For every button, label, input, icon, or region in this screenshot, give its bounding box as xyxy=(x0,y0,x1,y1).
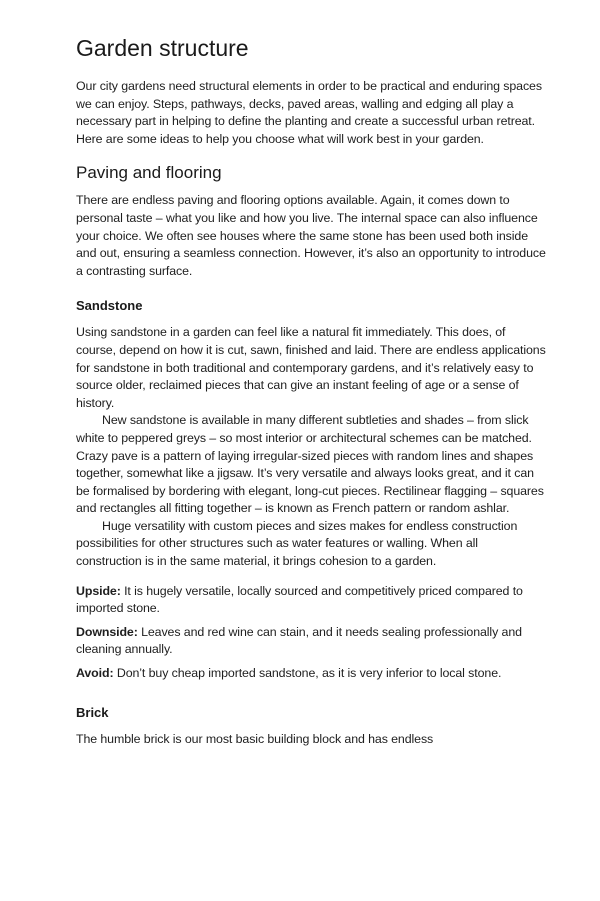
page-title: Garden structure xyxy=(76,35,249,61)
section-heading-paving: Paving and flooring xyxy=(76,163,222,183)
avoid-label: Avoid: xyxy=(76,666,114,681)
brick-paragraph: The humble brick is our most basic building block and has endless xyxy=(76,731,434,746)
upside-text: It is hugely versatile, locally sourced and competitively priced compared to imported stone. xyxy=(76,583,523,616)
avoid-note xyxy=(76,665,546,683)
paving-paragraph: There are endless paving and flooring options available. Again, it comes down to personal taste – what you like and how you live. The internal space can also influence your choice. We often see houses where the same stone has been used both inside and out, ensuring a seamless connection. However, it’s also an opportunity to introduce a contrasting surface. xyxy=(76,193,546,278)
sandstone-paragraph-2: New sandstone is available in many different subtleties and shades – from slick white to peppered greys – so most interior or architectural schemes can be matched. Crazy pave is a pattern of laying irregular-sized pieces with random lines and shapes together, somewhat like a jigsaw. It’s very versatile and always looks great, and it can be formalised by bordering with elegant, long-cut pieces. Rectilinear flagging – squares and rectangles all fitting together – is known as French pattern or random ashlar. xyxy=(76,413,544,516)
downside-note xyxy=(76,624,546,659)
avoid-text: Don’t buy cheap imported sandstone, as it is very inferior to local stone. xyxy=(113,666,502,681)
subsection-heading-brick: Brick xyxy=(76,704,109,720)
subsection-heading-sandstone: Sandstone xyxy=(76,298,143,314)
sandstone-paragraph-1: Using sandstone in a garden can feel like a natural fit immediately. This does, of course, depend on how it is cut, sawn, finished and laid. There are endless applications for sandstone in both traditional and contemporary gardens, and it’s relatively easy to source older, reclaimed pieces that can give an instant feeling of age or a sense of history. xyxy=(76,325,546,410)
document-page xyxy=(76,34,546,748)
intro-paragraph: Our city gardens need structural elements in order to be practical and enduring spaces we can enjoy. Steps, pathways, decks, paved areas, walling and edging all play a necessary part in helping to define the planting and create a successful urban retreat. Here are some ideas to help you choose what will work best in your garden. xyxy=(76,79,542,146)
sandstone-paragraph-3: Huge versatility with custom pieces and sizes makes for endless construction possibilities for other structures such as water features or walling. When all construction is in the same material, it brings cohesion to a garden. xyxy=(76,518,518,569)
downside-label: Downside: xyxy=(76,624,138,639)
downside-text: Leaves and red wine can stain, and it needs sealing professionally and cleaning annually. xyxy=(76,624,522,657)
upside-note xyxy=(76,583,546,618)
spacer xyxy=(76,683,546,687)
upside-label: Upside: xyxy=(76,583,121,598)
